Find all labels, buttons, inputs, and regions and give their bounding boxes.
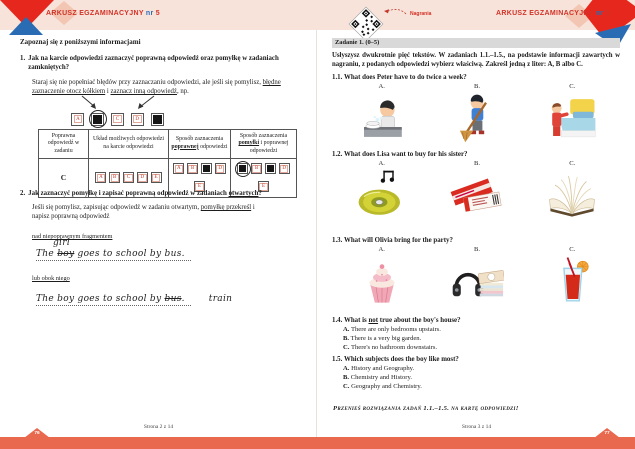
option-1-3-c: C. — [525, 246, 620, 308]
question-1-3: 1.3. What will Olivia bring for the party? — [332, 237, 453, 244]
label-above-fragment: nad niepoprawnym fragmentem — [32, 233, 113, 240]
handwritten-sentence-2: The boy goes to school by bus. — [36, 294, 191, 306]
cupcake-icon — [355, 254, 409, 308]
option-1-2-a: A. — [334, 160, 429, 222]
option-1-1-a: A. — [334, 83, 429, 145]
correct-answer-letter: C — [39, 158, 89, 197]
option-1-4-c: C. There's no bathroom downstairs. — [343, 344, 438, 351]
table-header-correct-marking: Sposób zaznaczenia poprawnej odpowiedzi — [169, 130, 231, 159]
boy-washing-dishes-icon — [355, 91, 409, 145]
option-1-1-c: C. — [525, 83, 620, 145]
option-1-5-b: B. Chemistry and History. — [343, 374, 412, 381]
table-header-mistake-marking: Sposób zaznaczenia pomyłki i poprawnej odpowiedzi — [231, 130, 297, 159]
question-2-heading: 2. Jak zaznaczyć pomyłkę i zapisać poprawną odpowiedź w zadaniach otwartych? — [20, 190, 262, 197]
left-intro-heading: Zapoznaj się z poniższymi informacjami — [20, 38, 141, 46]
question-1-2-options — [334, 160, 620, 222]
option-1-2-c: C. — [525, 160, 620, 222]
question-1-paragraph: Staraj się nie popełniać błędów przy zaznaczaniu odpowiedzi, ale jeśli się pomylisz, błędne zaznaczenie otocz kółkiem i zaznacz inną odpowiedź, np. — [32, 79, 281, 95]
task-banner: Zadanie 1. (0–5) — [332, 38, 620, 48]
handwritten-example-1 — [36, 240, 191, 261]
open-book-icon — [545, 168, 599, 222]
table-header-layout: Układ możliwych odpowiedzi na karcie odpowiedzi — [89, 130, 169, 159]
answer-box-b-mistake — [91, 113, 104, 126]
option-1-1-b: B. — [429, 83, 524, 145]
task-intro: Usłyszysz dwukrotnie pięć tekstów. W zadaniach 1.1.–1.5., na podstawie informacji zawartych w nagraniu, z podanych odpowiedzi wybierz właściwą. Zakreśl jedną z liter: A, B albo C. — [332, 52, 620, 68]
handwritten-correction-girl: girl — [53, 238, 71, 248]
right-page-footer: Strona 3 z 14 — [461, 424, 492, 430]
option-1-3-a: A. — [334, 246, 429, 308]
qr-label: Nagrania — [410, 11, 432, 17]
question-1-4-heading: 1.4. What is not true about the boy's house? — [332, 317, 461, 324]
answer-box-e-marked — [151, 113, 164, 126]
correct-marking-cell: A B D E — [169, 158, 231, 197]
answer-box-a: A — [71, 113, 84, 126]
bottom-bar — [0, 437, 635, 449]
layout-boxes-cell: A B C D E — [89, 158, 169, 197]
label-beside-fragment: lub obok niego — [32, 275, 70, 282]
question-1-3-options — [334, 246, 620, 308]
boy-making-bed-icon — [545, 91, 599, 145]
mistake-box-a — [237, 163, 248, 174]
boy-sweeping-broom-icon — [450, 91, 504, 145]
question-2-paragraph: Jeśli się pomylisz, zapisując odpowiedź w zadaniu otwartym, pomyłkę przekreśl i napisz poprawną odpowiedź — [32, 204, 255, 220]
question-1-1-options — [334, 83, 620, 145]
mistake-marking-cell: B D E — [231, 158, 297, 197]
headphones-and-cds-icon — [450, 254, 504, 308]
option-1-2-b: B. — [429, 160, 524, 222]
handwritten-correction-train: train — [208, 294, 233, 304]
answer-example-row — [70, 110, 165, 128]
option-1-3-b: B. — [429, 246, 524, 308]
handwritten-sentence-1: The boy goes to school by bus. — [36, 249, 191, 261]
marked-box-c — [201, 163, 212, 174]
question-1-heading: 1. Jak na karcie odpowiedzi zaznaczyć poprawną odpowiedź oraz pomyłkę w zadaniach zamkniętych? — [20, 55, 279, 71]
question-1-1: 1.1. What does Peter have to do twice a week? — [332, 74, 467, 81]
option-1-5-c: C. Geography and Chemistry. — [343, 383, 422, 390]
left-page-footer: Strona 2 z 14 — [143, 424, 174, 430]
question-1-4 — [332, 316, 461, 352]
table-header-row — [39, 130, 297, 159]
page-title-left: ARKUSZ EGZAMINACYJNY nr 5 — [46, 10, 160, 17]
book-page-number-right: 77 — [604, 431, 610, 436]
page-gutter — [316, 30, 317, 437]
question-1-2: 1.2. What does Lisa want to buy for his sister? — [332, 151, 468, 158]
answer-box-c: C — [111, 113, 124, 126]
page-title-right: ARKUSZ EGZAMINACYJNY nr 5 — [496, 10, 610, 17]
dashed-arrow-icon — [384, 6, 408, 18]
question-1-5 — [332, 355, 459, 391]
pointer-arrows-icon — [66, 95, 166, 110]
table-header-correct: Poprawna odpowiedź w zadaniu — [39, 130, 89, 159]
answer-box-d: D — [131, 113, 144, 126]
handwritten-example-2 — [36, 288, 232, 306]
marked-box-c2 — [265, 163, 276, 174]
music-cd-icon — [355, 168, 409, 222]
question-1-5-heading: 1.5. Which subjects does the boy like most? — [332, 356, 459, 363]
option-1-5-a: A. History and Geography. — [343, 365, 415, 372]
option-1-4-a: A. There are only bedrooms upstairs. — [343, 326, 441, 333]
answer-key-table — [38, 129, 297, 198]
option-1-4-b: B. There is a very big garden. — [343, 335, 422, 342]
book-page-number-left: 76 — [34, 431, 40, 436]
concert-tickets-icon — [450, 168, 504, 222]
glass-of-juice-icon — [545, 254, 599, 308]
transfer-note: Przenieś rozwiązania zadań 1.1.–1.5. na kartę odpowiedzi! — [333, 405, 519, 412]
